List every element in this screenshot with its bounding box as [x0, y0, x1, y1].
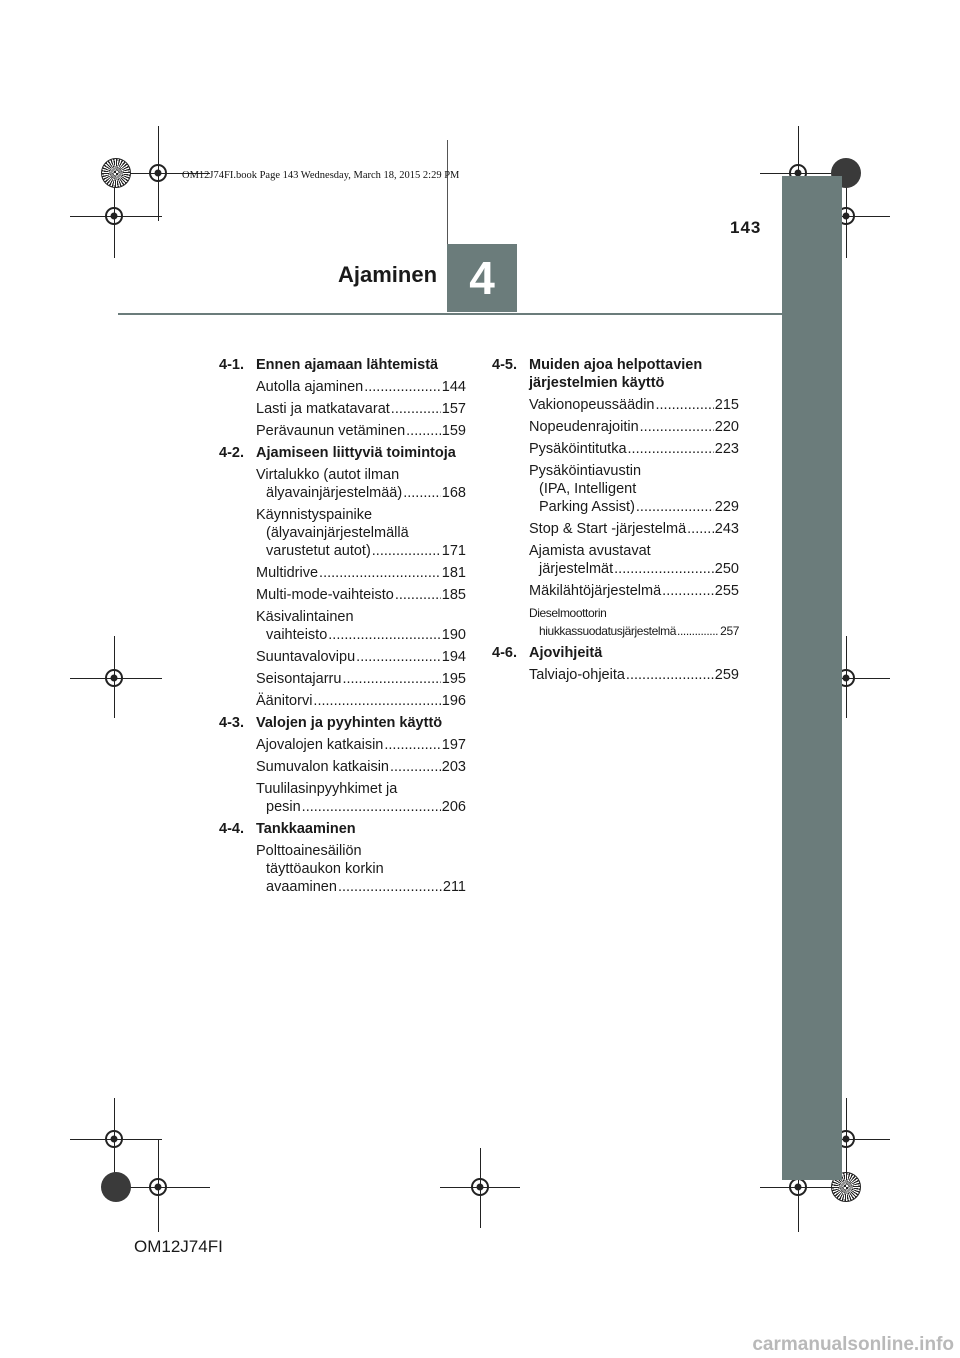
entry-title-line: Seisontajarru	[256, 671, 342, 687]
chapter-divider	[118, 313, 782, 315]
entry-page-number: 159	[441, 423, 466, 439]
entry-title-line: Äänitorvi	[256, 693, 313, 709]
toc-entry[interactable]	[256, 422, 466, 440]
dot-leader	[328, 626, 441, 644]
dot-leader	[640, 418, 714, 436]
chapter-side-tab	[782, 176, 842, 1180]
dot-leader	[395, 586, 441, 604]
dot-leader	[372, 542, 441, 560]
toc-entry[interactable]	[529, 440, 739, 458]
section-number: 4-1.	[219, 357, 244, 373]
entry-page-number: 168	[441, 485, 466, 501]
entry-page-number: 185	[441, 587, 466, 603]
entry-title-line: hiukkassuodatusjärjestelmä	[539, 624, 677, 638]
entry-title-line: Pysäköintiavustin	[529, 463, 642, 479]
toc-right-column	[492, 356, 739, 688]
entry-page-number: 197	[441, 737, 466, 753]
toc-entry[interactable]	[529, 462, 739, 516]
entry-page-number: 259	[714, 667, 739, 683]
entry-title-line: Käynnistyspainike	[256, 507, 373, 523]
entry-page-number: 243	[714, 521, 739, 537]
toc-left-column	[219, 356, 466, 900]
toc-entry[interactable]	[256, 736, 466, 754]
toc-entry[interactable]	[256, 692, 466, 710]
dot-leader	[626, 666, 714, 684]
toc-entry[interactable]	[256, 648, 466, 666]
dot-leader	[338, 878, 442, 896]
toc-section-heading[interactable]	[492, 644, 739, 662]
dot-leader	[677, 622, 719, 640]
print-header-info: OM12J74FI.book Page 143 Wednesday, March 18, 2015 2:29 PM	[182, 170, 460, 181]
dot-leader	[406, 422, 441, 440]
toc-entry[interactable]	[529, 604, 739, 640]
entry-title-line: Ajamista avustavat	[529, 543, 651, 559]
section-title: Tankkaaminen	[256, 821, 356, 837]
dot-leader	[628, 440, 714, 458]
entry-title-line: Multi-mode-vaihteisto	[256, 587, 394, 603]
section-number: 4-4.	[219, 821, 244, 837]
entry-title-line: Sumuvalon katkaisin	[256, 759, 389, 775]
dot-leader	[687, 520, 714, 538]
section-number: 4-3.	[219, 715, 244, 731]
entry-page-number: 196	[441, 693, 466, 709]
chapter-number-box	[447, 244, 517, 312]
dot-leader	[342, 670, 440, 688]
toc-entry[interactable]	[256, 506, 466, 560]
entry-page-number: 171	[441, 543, 466, 559]
entry-title-line: järjestelmät	[539, 561, 614, 577]
entry-page-number: 215	[714, 397, 739, 413]
dot-leader	[636, 498, 714, 516]
entry-page-number: 157	[441, 401, 466, 417]
registration-crosshair-icon	[103, 667, 125, 689]
section-number: 4-2.	[219, 445, 244, 461]
entry-page-number: 223	[714, 441, 739, 457]
entry-title-line: Talviajo-ohjeita	[529, 667, 625, 683]
entry-title-line: Lasti ja matkatavarat	[256, 401, 390, 417]
toc-entry[interactable]	[256, 670, 466, 688]
toc-section-heading[interactable]	[492, 356, 739, 392]
entry-page-number: 181	[441, 565, 466, 581]
dot-leader	[656, 396, 714, 414]
manual-code: OM12J74FI	[134, 1237, 223, 1256]
dot-leader	[391, 400, 441, 418]
entry-title-line: Perävaunun vetäminen	[256, 423, 406, 439]
entry-title-line: Dieselmoottorin	[529, 606, 607, 620]
entry-page-number: 195	[441, 671, 466, 687]
section-title: Ajovihjeitä	[529, 645, 603, 661]
section-number: 4-6.	[492, 645, 517, 661]
entry-title-line: Käsivalintainen	[256, 609, 354, 625]
registration-crosshair-icon	[103, 205, 125, 227]
toc-section-heading[interactable]	[219, 356, 466, 374]
entry-page-number: 206	[441, 799, 466, 815]
entry-title-line: vaihteisto	[266, 627, 328, 643]
entry-page-number: 211	[442, 879, 466, 895]
dot-leader	[403, 484, 441, 502]
dot-leader	[302, 798, 441, 816]
toc-entry[interactable]	[256, 608, 466, 644]
toc-entry[interactable]	[529, 582, 739, 600]
toc-entry[interactable]	[256, 564, 466, 582]
dot-leader	[390, 758, 441, 776]
dot-leader	[364, 378, 441, 396]
toc-section-heading[interactable]	[219, 444, 466, 462]
entry-page-number: 190	[441, 627, 466, 643]
toc-entry[interactable]	[256, 758, 466, 776]
dot-leader	[319, 564, 441, 582]
entry-page-number: 144	[441, 379, 466, 395]
chapter-number: 4	[469, 252, 495, 304]
dot-leader	[356, 648, 441, 666]
dot-leader	[384, 736, 440, 754]
section-number: 4-5.	[492, 357, 517, 373]
entry-title-line: varustetut autot)	[266, 543, 371, 559]
registration-rosette	[101, 158, 131, 188]
entry-title-line: pesin	[266, 799, 301, 815]
section-title: Ajamiseen liittyviä toimintoja	[256, 445, 456, 461]
toc-entry[interactable]	[529, 542, 739, 578]
dot-leader	[313, 692, 440, 710]
entry-page-number: 203	[441, 759, 466, 775]
toc-entry[interactable]	[256, 400, 466, 418]
entry-title-line: Nopeudenrajoitin	[529, 419, 639, 435]
entry-page-number: 194	[441, 649, 466, 665]
toc-section-heading[interactable]	[219, 714, 466, 732]
registration-crosshair-icon	[147, 1176, 169, 1198]
entry-title-line: Polttoainesäiliön	[256, 843, 362, 859]
toc-entry[interactable]	[529, 520, 739, 538]
entry-title-line: (IPA, Intelligent	[539, 481, 637, 497]
entry-page-number: 250	[714, 561, 739, 577]
toc-entry[interactable]	[529, 396, 739, 414]
toc-entry[interactable]	[256, 586, 466, 604]
entry-page-number: 229	[714, 499, 739, 515]
section-title: Muiden ajoa helpottavien järjestelmien käyttö	[529, 357, 703, 391]
entry-title-line: Pysäköintitutka	[529, 441, 627, 457]
registration-disk	[101, 1172, 131, 1202]
toc-entry[interactable]	[256, 780, 466, 816]
entry-page-number: 255	[714, 583, 739, 599]
entry-title-line: Tuulilasinpyyhkimet ja	[256, 781, 398, 797]
toc-entry[interactable]	[529, 666, 739, 684]
toc-entry[interactable]	[256, 466, 466, 502]
section-title: Valojen ja pyyhinten käyttö	[256, 715, 443, 731]
entry-title-line: Parking Assist)	[539, 499, 635, 515]
entry-title-line: avaaminen	[266, 879, 337, 895]
toc-entry[interactable]	[529, 418, 739, 436]
entry-page-number: 257	[720, 624, 739, 638]
entry-title-line: Mäkilähtöjärjestelmä	[529, 583, 662, 599]
registration-crosshair-icon	[469, 1176, 491, 1198]
entry-title-line: Ajovalojen katkaisin	[256, 737, 384, 753]
dot-leader	[614, 560, 714, 578]
page-number: 143	[730, 218, 762, 237]
entry-page-number: 220	[714, 419, 739, 435]
entry-title-line: Autolla ajaminen	[256, 379, 364, 395]
entry-title-line: Multidrive	[256, 565, 319, 581]
entry-title-line: Suuntavalovipu	[256, 649, 356, 665]
entry-title-line: täyttöaukon korkin	[266, 861, 384, 877]
entry-title-line: Vakionopeussäädin	[529, 397, 655, 413]
toc-entry[interactable]	[256, 378, 466, 396]
toc-entry[interactable]	[256, 842, 466, 896]
watermark: carmanualsonline.info	[752, 1334, 954, 1355]
toc-section-heading[interactable]	[219, 820, 466, 838]
registration-crosshair-icon	[147, 162, 169, 184]
entry-title-line: älyavainjärjestelmää)	[266, 485, 403, 501]
entry-title-line: Virtalukko (autot ilman	[256, 467, 400, 483]
section-title: Ennen ajamaan lähtemistä	[256, 357, 439, 373]
chapter-title: Ajaminen	[338, 262, 438, 287]
registration-crosshair-icon	[103, 1128, 125, 1150]
entry-title-line: (älyavainjärjestelmällä	[266, 525, 409, 541]
dot-leader	[662, 582, 714, 600]
entry-title-line: Stop & Start -järjestelmä	[529, 521, 687, 537]
